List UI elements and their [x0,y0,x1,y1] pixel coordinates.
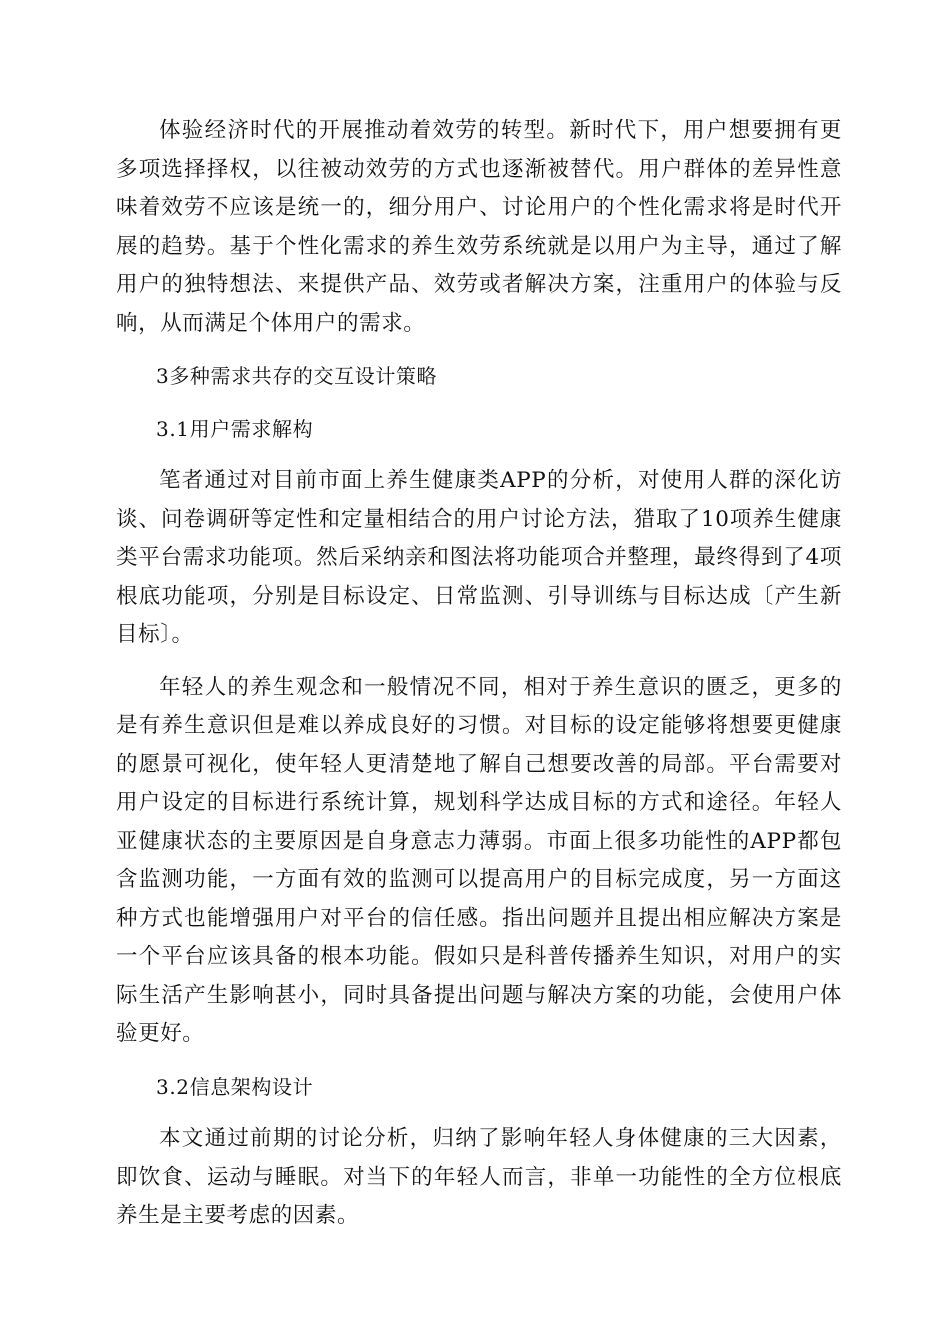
document-body [116,112,842,1250]
paragraph-experience-economy: 体验经济时代的开展推动着效劳的转型。新时代下，用户想要拥有更多项选择择权，以往被动效劳的方式也逐渐被替代。用户群体的差异性意味着效劳不应该是统一的，细分用户、讨论用户的个性化需求将是时代开展的趋势。基于个性化需求的养生效劳系统就是以用户为主导，通过了解用户的独特想法、来提供产品、效劳或者解决方案，注重用户的体验与反响，从而满足个体用户的需求。 [116,118,842,336]
section-heading-3-1: 3.1用户需求解构 [156,416,314,441]
section-heading-3-2: 3.2信息架构设计 [156,1074,314,1099]
paragraph-user-research: 笔者通过对目前市面上养生健康类APP的分析，对使用人群的深化访谈、问卷调研等定性和定量相结合的用户讨论方法，猎取了10项养生健康类平台需求功能项。然后采纳亲和图法将功能项合并整理，最终得到了4项根底功能项，分别是目标设定、日常监测、引导训练与目标达成〔产生新目标〕。 [116,468,842,647]
section-heading-3: 3多种需求共存的交互设计策略 [156,364,438,388]
paragraph-young-people-health: 年轻人的养生观念和一般情况不同，相对于养生意识的匮乏，更多的是有养生意识但是难以养成良好的习惯。对目标的设定能够将想要更健康的愿景可视化，使年轻人更清楚地了解自己想要改善的局部。平台需要对用户设定的目标进行系统计算，规划科学达成目标的方式和途径。年轻人亚健康状态的主要原因是自身意志力薄弱。市面上很多功能性的APP都包含监测功能，一方面有效的监测可以提高用户的目标完成度，另一方面这种方式也能增强用户对平台的信任感。指出问题并且提出相应解决方案是一个平台应该具备的根本功能。假如只是科普传播养生知识，对用户的实际生活产生影响甚小，同时具备提出问题与解决方案的功能，会使用户体验更好。 [116,674,842,1046]
paragraph-information-architecture: 本文通过前期的讨论分析，归纳了影响年轻人身体健康的三大因素，即饮食、运动与睡眠。对当下的年轻人而言，非单一功能性的全方位根底养生是主要考虑的因素。 [116,1126,842,1228]
